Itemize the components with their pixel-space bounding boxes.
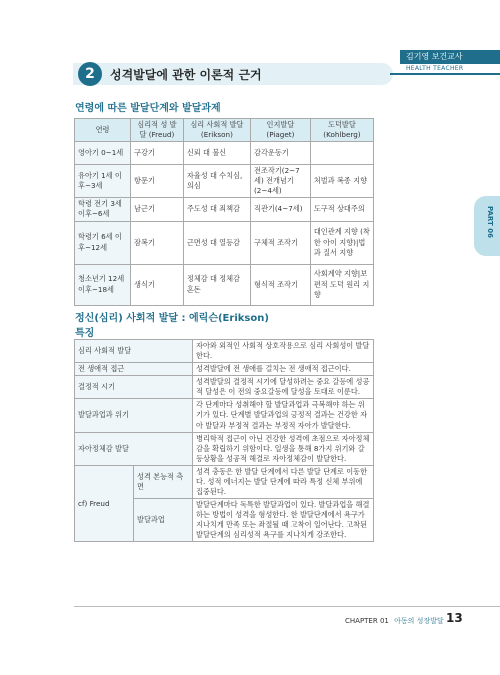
heading-erikson: 정신(심리) 사회적 발달 : 에릭슨(Erikson) (75, 313, 269, 324)
brand-sub: HEALTH TEACHER (406, 65, 464, 72)
row-label: 자아정체감 발달 (75, 432, 193, 465)
table-row (75, 465, 374, 498)
cell-piaget: 감각운동기 (251, 142, 311, 165)
cell-freud: 항문기 (131, 165, 184, 198)
table-row (75, 142, 374, 165)
table-row (75, 399, 374, 432)
row-text: 자아와 외적인 사회적 상호작용으로 심리 사회성이 발달한다. (193, 340, 374, 363)
footer-rule (74, 606, 500, 607)
footer-chapter: CHAPTER 01 (345, 617, 389, 625)
header-age: 연령 (75, 119, 131, 142)
cell-piaget: 전조작기(2~7세) 전개념기(2~4세) (251, 165, 311, 198)
cell-piaget: 구체적 조작기 (251, 221, 311, 264)
section-rule (390, 73, 500, 75)
stages-table (74, 118, 374, 306)
table-row (75, 363, 374, 376)
brand-name: 김기영 보건교사 (400, 50, 500, 64)
row-text: 각 단계마다 성취해야 할 발달과업과 극복해야 하는 위기가 있다. 단계별 발달과업의 긍정적 결과는 건강한 자아 발달과 부정적 결과는 부정적 자아가 발달한다. (193, 399, 374, 432)
row-text: 성격발달의 결정적 시기에 달성하려는 중요 갈등에 성공적 달성은 이 전의 중요갈등에 달성을 토대로 이룬다. (193, 376, 374, 399)
row-text: 발달단계마다 독특한 발달과업이 있다. 발달과업을 해결하는 방법이 성격을 형성한다. 한 발달단계에서 욕구가 지나치게 만족 또는 좌절될 때 고착이 일어난다. 고착된 발달단계의 심리성적 욕구를 지나치게 강조한다. (193, 499, 374, 542)
header-kohlberg: 도덕발달 (Kohlberg) (310, 119, 373, 142)
header-erikson: 심리 사회적 발달 (Erikson) (183, 119, 250, 142)
part-tab-label: PART 06 (486, 206, 494, 238)
cell-age: 청소년기 12세 이후~18세 (75, 264, 131, 305)
table-header-row (75, 119, 374, 142)
cell-erikson: 정체감 대 정체감 혼돈 (183, 264, 250, 305)
cell-age: 유아기 1세 이후~3세 (75, 165, 131, 198)
cell-freud: 잠복기 (131, 221, 184, 264)
table-row (75, 264, 374, 305)
footer-chapter-name: 아동의 성장발달 (394, 617, 444, 625)
cell-age: 학령기 6세 이후~12세 (75, 221, 131, 264)
cell-erikson: 신뢰 대 불신 (183, 142, 250, 165)
table-row (75, 221, 374, 264)
row-label: 전 생애적 접근 (75, 363, 193, 376)
cell-freud: 남근기 (131, 198, 184, 221)
header-freud: 심리적 성 발달 (Freud) (131, 119, 184, 142)
table-row (75, 198, 374, 221)
sub-label: 성격 본능적 측면 (134, 465, 193, 498)
row-text: 성격 충동은 한 발달 단계에서 다른 발달 단계로 이동한다. 성적 에너지는 발달 단계에 따라 특정 신체 부위에 집중된다. (193, 465, 374, 498)
section-title: 성격발달에 관한 이론적 근거 (110, 68, 262, 82)
row-label: cf) Freud (75, 465, 134, 542)
page-number: 13 (446, 611, 463, 625)
cell-piaget: 직관기(4~7세) (251, 198, 311, 221)
cell-kohlberg: 처벌과 복종 지향 (310, 165, 373, 198)
brand-label (400, 50, 500, 73)
sub-label: 발달과업 (134, 499, 193, 542)
heading-features: 특징 (75, 328, 95, 339)
table-row (75, 165, 374, 198)
cell-kohlberg: 사회계약 지향|보편적 도덕 원리 지향 (310, 264, 373, 305)
cell-erikson: 근면성 대 열등감 (183, 221, 250, 264)
header-piaget: 인지발달 (Piaget) (251, 119, 311, 142)
cell-freud: 구강기 (131, 142, 184, 165)
heading-age-stages: 연령에 따른 발달단계와 발달과제 (75, 103, 221, 114)
cell-kohlberg: 대인관계 지향 (착한 아이 지향)|법과 질서 지향 (310, 221, 373, 264)
table-row (75, 376, 374, 399)
row-text: 병리학적 접근이 아닌 건강한 성격에 초점으로 자아정체감을 확립하기 위함이다. 일생을 통해 8가지 위기와 갈등상황을 성공적 해결로 자아정체감이 발달한다. (193, 432, 374, 465)
table-row (75, 340, 374, 363)
table-row (75, 432, 374, 465)
erikson-table (74, 339, 374, 542)
cell-erikson: 주도성 대 죄책감 (183, 198, 250, 221)
cell-age: 영아기 0~1세 (75, 142, 131, 165)
row-text: 성격발달에 전 생애를 걸치는 전 생애적 접근이다. (193, 363, 374, 376)
row-label: 발달과업과 위기 (75, 399, 193, 432)
row-label: 심리 사회적 발달 (75, 340, 193, 363)
cell-age: 학령 전기 3세 이후~6세 (75, 198, 131, 221)
cell-freud: 생식기 (131, 264, 184, 305)
cell-kohlberg: 도구적 상대주의 (310, 198, 373, 221)
row-label: 결정적 시기 (75, 376, 193, 399)
cell-piaget: 형식적 조작기 (251, 264, 311, 305)
cell-kohlberg (310, 142, 373, 165)
cell-erikson: 자율성 대 수치심, 의심 (183, 165, 250, 198)
footer (345, 616, 444, 626)
section-number: 2 (78, 62, 102, 86)
